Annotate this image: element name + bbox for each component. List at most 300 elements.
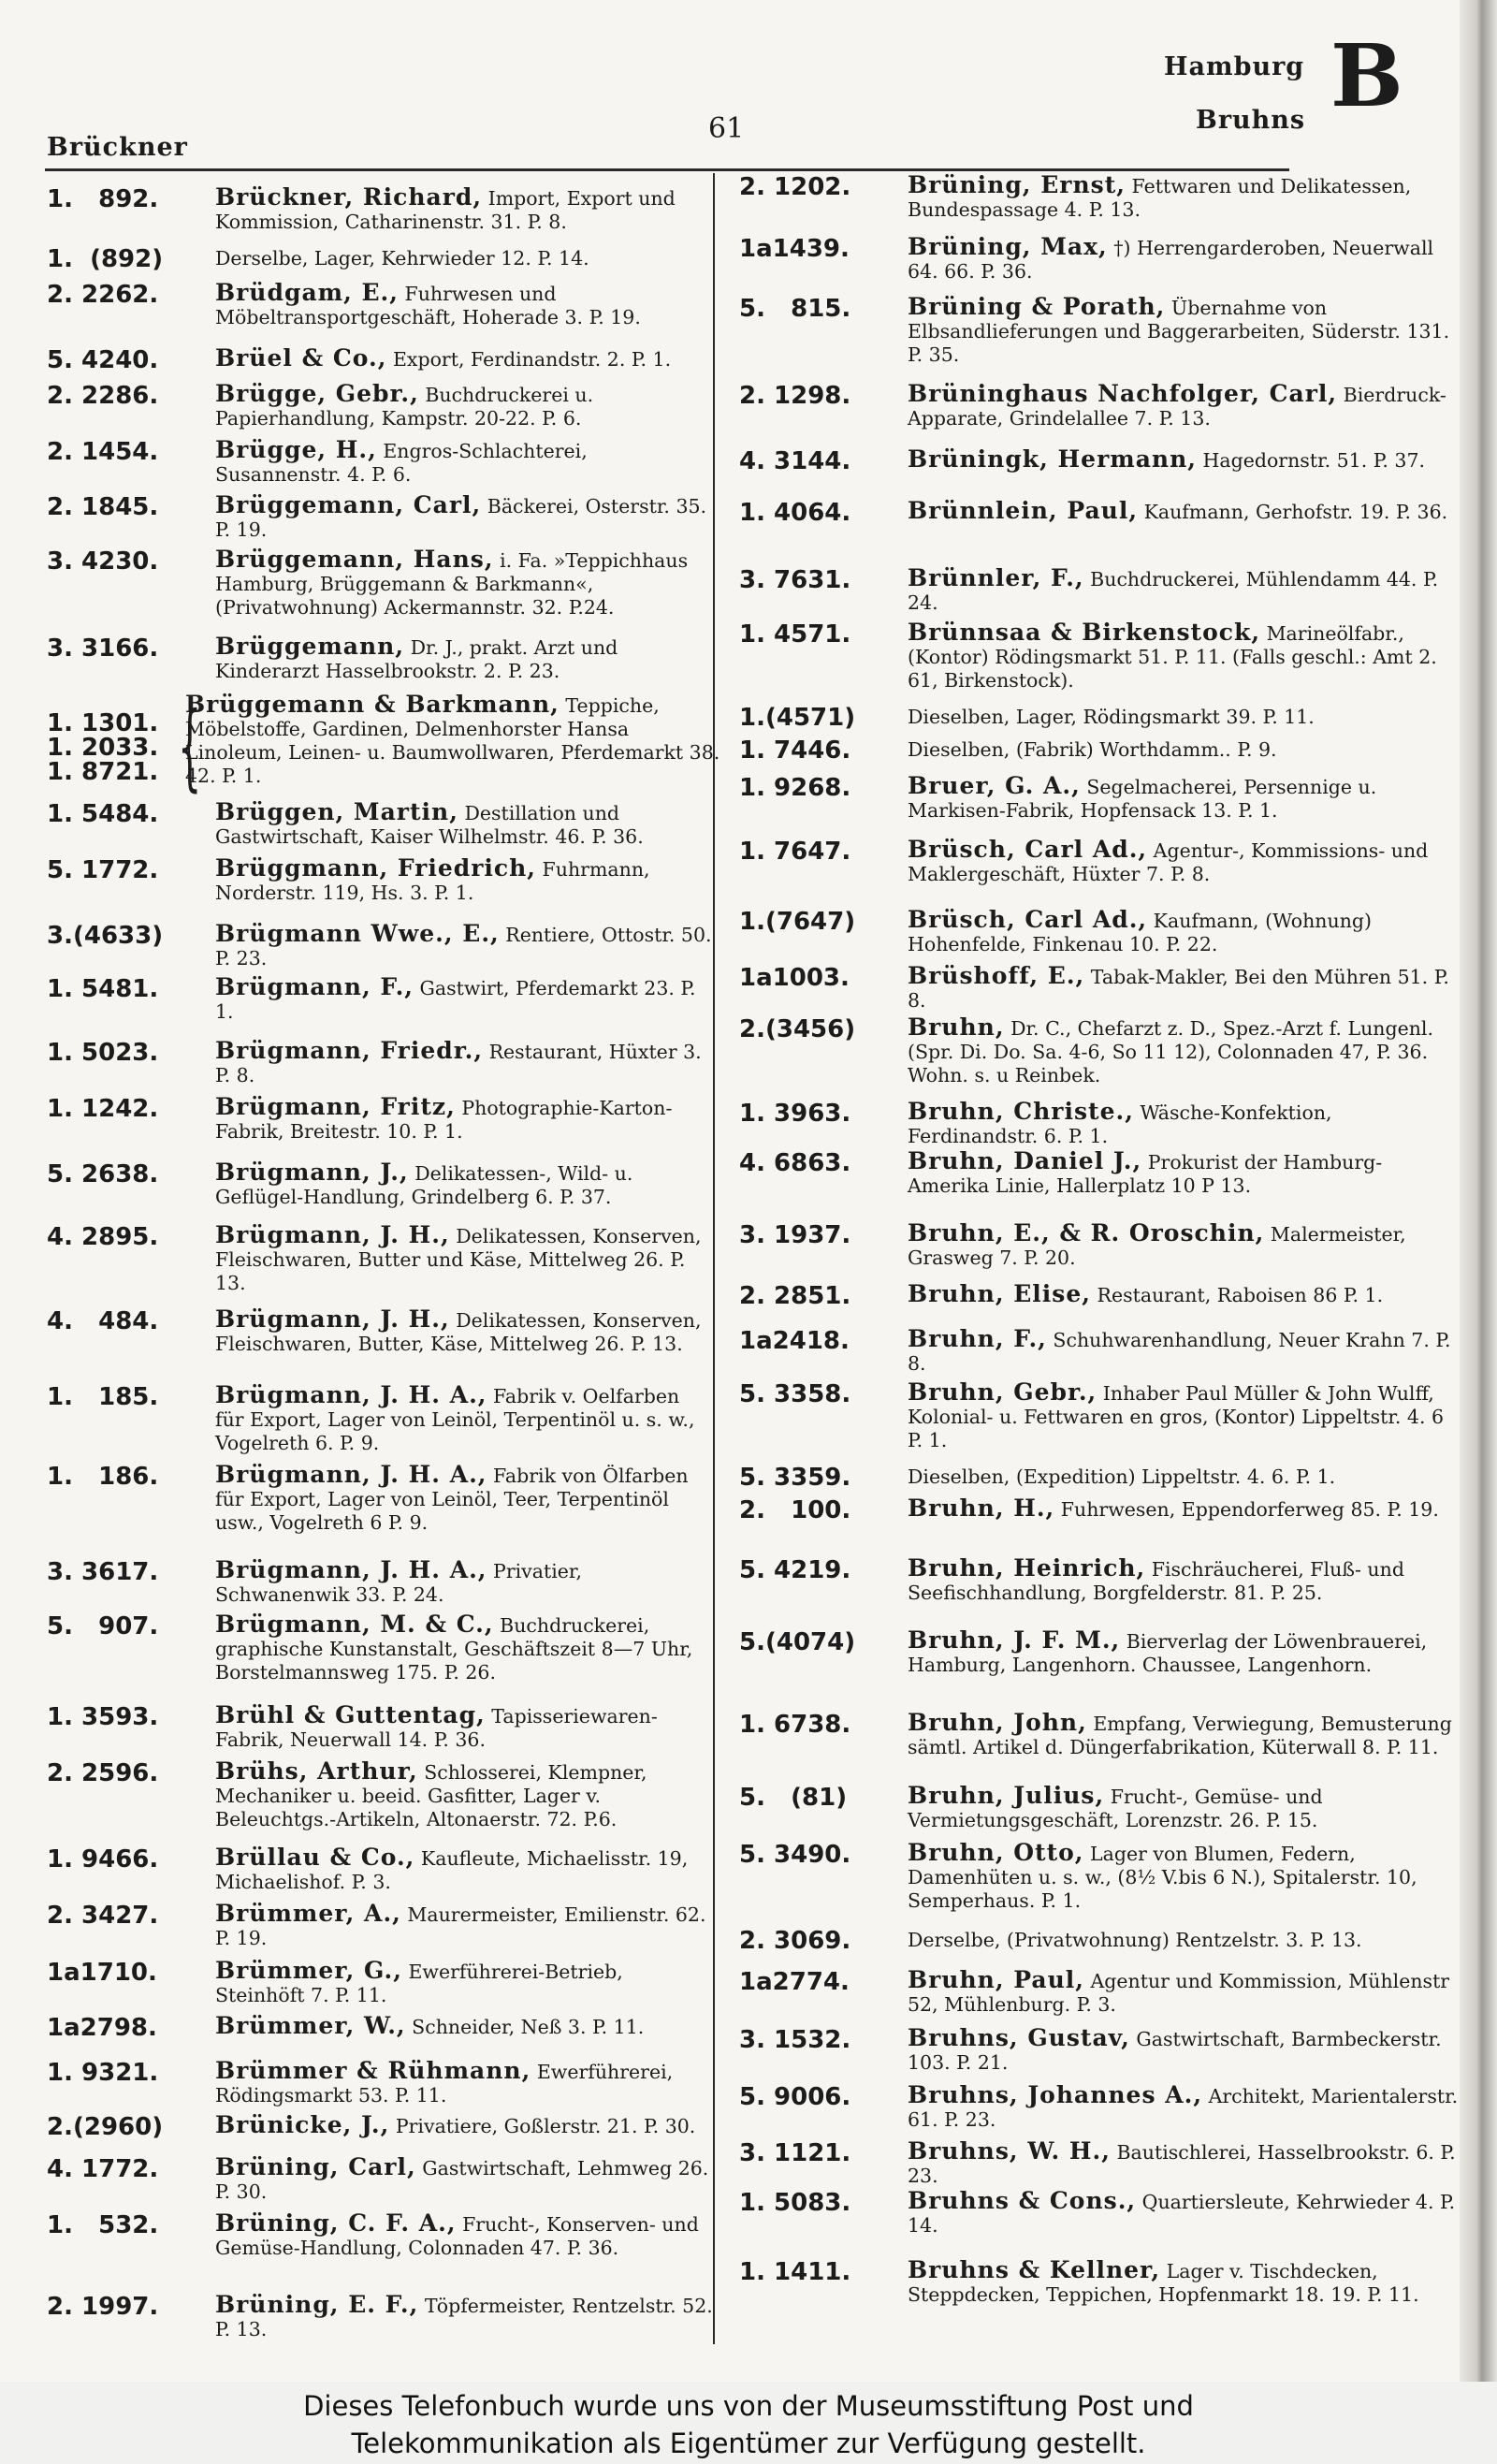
listing-entry [739, 620, 1460, 693]
listing-entry [739, 1784, 1460, 1832]
listing-body [908, 295, 1460, 367]
phone-number: 2. 3427. [47, 1902, 159, 1930]
listing-details: Agentur und Kommission, Mühlenstr 52, Mühlenburg. P. 3. [908, 1970, 1450, 2016]
listing-body [908, 704, 1460, 732]
listing-body [215, 1383, 713, 1455]
listing-details: Hagedornstr. 51. P. 37. [1202, 449, 1426, 472]
listing-name: Brüggemann, [215, 633, 405, 660]
phone-number: 5. 4240. [47, 346, 159, 374]
listing-body [215, 185, 713, 234]
listing-name: Brümmer & Rühmann, [215, 2057, 531, 2084]
group-phone-number: 1. 1301. [47, 709, 159, 737]
phone-number: 2. 1845. [47, 493, 159, 521]
phone-number: 1. (892) [47, 245, 164, 273]
listing-entry [47, 547, 713, 620]
listing-name: Bruhn, E., & R. Oroschin, [908, 1219, 1265, 1247]
listing-details: Fuhrwesen und Möbeltransportgeschäft, Hoherade 3. P. 19. [215, 283, 641, 328]
listing-name: Bruhns & Cons., [908, 2187, 1137, 2214]
phone-number: 1a1439. [739, 235, 850, 263]
listing-details: Dr. J., prakt. Arzt und Kinderarzt Hasselbrookstr. 2. P. 23. [215, 636, 618, 682]
listing-entry [739, 173, 1460, 222]
phone-number: 2. 2262. [47, 281, 159, 309]
listing-body [215, 1612, 713, 1684]
listing-entry [47, 2059, 713, 2107]
listing-entry [739, 964, 1460, 1013]
listing-entry [739, 774, 1460, 823]
listing-details: Architekt, Marientalerstr. 61. P. 23. [908, 2085, 1459, 2131]
listing-body [908, 908, 1460, 956]
listing-body [215, 1845, 713, 1894]
listing-body [215, 2155, 713, 2204]
page-number: 61 [708, 112, 745, 145]
phone-number: 4. 2895. [47, 1223, 159, 1251]
listing-body [215, 245, 713, 273]
listing-entry [739, 1015, 1460, 1087]
listing-name: Brügmann, J. H. A., [215, 1461, 487, 1488]
listing-body [908, 1841, 1460, 1913]
listing-entry [739, 1927, 1460, 1955]
listing-details: Privatiere, Goßlerstr. 21. P. 30. [395, 2115, 696, 2137]
phone-number: 1.(4571) [739, 704, 856, 732]
listing-body [908, 1100, 1460, 1148]
listing-entry [739, 2026, 1460, 2075]
phone-number: 1. 7446. [739, 736, 851, 765]
listing-entry [739, 1711, 1460, 1759]
listing-details: Fuhrwesen, Eppendorferweg 85. P. 19. [1060, 1498, 1439, 1521]
listing-name: Brümmer, W., [215, 2012, 406, 2039]
phone-number: 5. 1772. [47, 856, 159, 884]
listing-body [215, 1039, 713, 1087]
listing-name: Brühs, Arthur, [215, 1757, 418, 1785]
listing-entry [47, 2113, 713, 2141]
listing-entry [739, 1100, 1460, 1148]
listing-name: Bruhn, Heinrich, [908, 1554, 1146, 1582]
listing-entry [47, 438, 713, 487]
listing-body [908, 1221, 1460, 1270]
listing-details: Gastwirtschaft, Lehmweg 26. P. 30. [215, 2157, 709, 2203]
phone-number: 2. 3069. [739, 1927, 851, 1955]
phone-number: 2. 1298. [739, 382, 851, 410]
listing-body [908, 736, 1460, 765]
phone-number: 1. 7647. [739, 838, 851, 866]
listing-body [215, 2059, 713, 2107]
listing-details: Bierdruck-Apparate, Grindelallee 7. P. 13. [908, 384, 1446, 430]
phone-number: 4. 3144. [739, 447, 851, 475]
listing-entry [47, 1703, 713, 1752]
listing-body [215, 438, 713, 487]
listing-details: Dr. C., Chefarzt z. D., Spez.-Arzt f. Lungenl. (Spr. Di. Do. Sa. 4-6, So 11 12), Colonnaden 47, P. 36. Wohn. s. u Reinbek. [908, 1017, 1434, 1086]
listing-details: Schlosserei, Klempner, Mechaniker u. beeid. Gasfitter, Lager v. Beleuchtgs.-Artikeln, Altonaerstr. 72. P.6. [215, 1761, 647, 1830]
listing-name: Brühl & Guttentag, [215, 1701, 486, 1728]
phone-number: 1. 4064. [739, 499, 851, 527]
phone-number: 3. 1937. [739, 1221, 851, 1249]
listing-name: Bruhn, Julius, [908, 1782, 1105, 1809]
listing-body [908, 1282, 1460, 1310]
listing-body [908, 1015, 1460, 1087]
listing-body [215, 2014, 713, 2042]
listing-details: Restaurant, Hüxter 3. P. 8. [215, 1041, 702, 1086]
phone-number: 4. 6863. [739, 1149, 851, 1177]
listing-details: Frucht-, Konserven- und Gemüse-Handlung, Colonnaden 47. P. 36. [215, 2213, 699, 2259]
listing-name: Bruhn, J. F. M., [908, 1626, 1121, 1654]
listing-name: Bruhns & Kellner, [908, 2256, 1161, 2283]
listing-name: Brückner, Richard, [215, 183, 483, 211]
phone-number: 1. 1242. [47, 1095, 159, 1123]
phone-number: 1. 3963. [739, 1100, 851, 1128]
phone-number: 1a2798. [47, 2014, 157, 2042]
listing-entry [739, 566, 1460, 615]
listing-details: Ewerführerei-Betrieb, Steinhöft 7. P. 11. [215, 1961, 623, 2006]
listing-details: Kaufmann, (Wohnung) Hohenfelde, Finkenau 10. P. 22. [908, 910, 1373, 955]
listing-entry [47, 382, 713, 430]
listing-body [215, 281, 713, 329]
listing-details: Bäckerei, Osterstr. 35. P. 19. [215, 495, 707, 541]
listing-name: Bruhn, Elise, [908, 1280, 1091, 1307]
group-phone-number: 1. 2033. [47, 734, 159, 762]
listing-entry [47, 800, 713, 849]
phone-number: 4. 484. [47, 1307, 159, 1335]
listing-entry [739, 2139, 1460, 2188]
phone-number: 1a1003. [739, 964, 850, 992]
listing-name: Brüning, Max, [908, 233, 1108, 260]
phone-number: 3. 3166. [47, 634, 159, 663]
listing-body [215, 382, 713, 430]
listing-body [215, 1223, 713, 1295]
listing-entry [47, 1383, 713, 1455]
phone-number: 2.(3456) [739, 1015, 856, 1043]
listing-details: Lager von Blumen, Federn, Damenhüten u. s. w., (8½ V.bis 6 N.), Spitalerstr. 10, Semperhaus. P. 1. [908, 1843, 1417, 1912]
listing-body [908, 1380, 1460, 1452]
listing-details: Bautischlerei, Hasselbrookstr. 6. P. 23. [908, 2141, 1456, 2187]
listing-entry [739, 1968, 1460, 2017]
listing-name: Bruhn, [908, 1013, 1005, 1041]
listing-details: Import, Export und Kommission, Catharinenstr. 31. P. 8. [215, 187, 676, 233]
listing-entry [739, 736, 1460, 765]
listing-name: Brüning, Carl, [215, 2153, 416, 2180]
listing-details: Kaufmann, Gerhofstr. 19. P. 36. [1143, 501, 1448, 523]
phone-number: 1. 185. [47, 1383, 159, 1411]
listing-details: Malermeister, Grasweg 7. P. 20. [908, 1223, 1406, 1269]
listing-details: Tabak-Makler, Bei den Mühren 51. P. 8. [908, 966, 1449, 1012]
listing-details: Kaufleute, Michaelisstr. 19, Michaelishof. P. 3. [215, 1847, 689, 1893]
listing-entry [47, 2293, 713, 2341]
listing-details: Übernahme von Elbsandlieferungen und Baggerarbeiten, Süderstr. 131. P. 35. [908, 297, 1450, 366]
listing-details: †) Herrengarderoben, Neuerwall 64. 66. P. 36. [908, 237, 1434, 283]
phone-number: 5. 9006. [739, 2083, 851, 2111]
phone-number: 5. (81) [739, 1784, 848, 1812]
phone-number: 5. 4219. [739, 1556, 851, 1584]
listing-entry [47, 856, 713, 905]
listing-details: Agentur-, Kommissions- und Maklergeschäft, Hüxter 7. P. 8. [908, 839, 1429, 885]
listing-details: Delikatessen-, Wild- u. Geflügel-Handlung, Grindelberg 6. P. 37. [215, 1162, 633, 1208]
listing-name: Bruhn, Otto, [908, 1839, 1084, 1866]
listing-name: Brügmann, Fritz, [215, 1093, 456, 1120]
listing-entry [47, 1095, 713, 1144]
phone-number: 3.(4633) [47, 922, 164, 950]
listing-details: Quartiersleute, Kehrwieder 4. P. 14. [908, 2191, 1456, 2237]
listing-name: Bruer, G. A., [908, 772, 1081, 799]
listing-body [215, 1307, 713, 1356]
listing-name: Brüllau & Co., [215, 1844, 415, 1871]
phone-number: 2. 2286. [47, 382, 159, 410]
header-right-keyword: Bruhns [1196, 106, 1306, 135]
group-phone-number: 1. 8721. [47, 758, 159, 786]
listing-entry [739, 1221, 1460, 1270]
listing-entry [47, 245, 713, 273]
listing-body [908, 499, 1460, 527]
phone-number: 1. 9466. [47, 1845, 159, 1874]
listing-entry [739, 1282, 1460, 1310]
listing-details: Buchdruckerei, Mühlendamm 44. P. 24. [908, 568, 1439, 614]
group-listing [185, 693, 723, 788]
listing-body [908, 838, 1460, 886]
phone-number: 1. 9268. [739, 774, 851, 802]
phone-number: 1. 5083. [739, 2189, 851, 2217]
listing-entry [739, 704, 1460, 732]
listing-body [908, 2189, 1460, 2238]
listing-entry [47, 922, 713, 970]
phone-number: 1. 4571. [739, 620, 851, 649]
phone-number: 5. 3490. [739, 1841, 851, 1869]
listing-entry [47, 634, 713, 683]
listing-name: Brüel & Co., [215, 344, 387, 372]
listing-body [908, 382, 1460, 430]
phone-number: 5. 815. [739, 295, 851, 323]
listing-entry [739, 1841, 1460, 1913]
phone-number: 2. 1454. [47, 438, 159, 466]
listing-details: Fischräucherei, Fluß- und Seefischhandlung, Borgfelderstr. 81. P. 25. [908, 1558, 1404, 1604]
phone-number: 1. 9321. [47, 2059, 159, 2087]
header-city: Hamburg [1164, 52, 1305, 81]
listing-body [908, 1711, 1460, 1759]
phone-number: 5. 3358. [739, 1380, 851, 1408]
listing-entry [739, 2083, 1460, 2132]
listing-name: Brügge, Gebr., [215, 380, 419, 407]
listing-body [215, 634, 713, 683]
listing-body [908, 774, 1460, 823]
listing-details: Dieselben, Lager, Rödingsmarkt 39. P. 11. [908, 706, 1315, 728]
phone-number: 4. 1772. [47, 2155, 159, 2183]
listing-entry [739, 1464, 1460, 1492]
listing-name: Brügmann, J., [215, 1159, 409, 1186]
listing-name: Brügmann, J. H. A., [215, 1381, 487, 1408]
phone-number: 2.(2960) [47, 2113, 164, 2141]
listing-entry [47, 185, 713, 234]
listing-entry [739, 1496, 1460, 1524]
listing-name: Brünnler, F., [908, 564, 1084, 591]
listing-name: Brüggemann & Barkmann, [185, 691, 560, 718]
listing-entry [739, 838, 1460, 886]
phone-number: 3. 3617. [47, 1558, 159, 1586]
listing-name: Bruhn, Christe., [908, 1098, 1134, 1125]
listing-body [215, 975, 713, 1024]
listing-entry [47, 1223, 713, 1295]
listing-details: Segelmacherei, Persennige u. Markisen-Fabrik, Hopfensack 13. P. 1. [908, 776, 1377, 822]
phone-number: 2. 2851. [739, 1282, 851, 1310]
phone-number: 1. 1411. [739, 2258, 851, 2286]
group-phone-numbers [47, 711, 158, 784]
listing-body [908, 173, 1460, 222]
listing-name: Brümmer, A., [215, 1900, 401, 1927]
listing-name: Brüning, Ernst, [908, 171, 1126, 198]
listing-body [908, 2026, 1460, 2075]
listing-details: Delikatessen, Konserven, Fleischwaren, Butter, Käse, Mittelweg 26. P. 13. [215, 1309, 702, 1355]
listing-name: Brüggen, Martin, [215, 798, 458, 825]
phone-number: 1. 186. [47, 1463, 159, 1491]
listing-body [215, 1902, 713, 1950]
listing-body [908, 566, 1460, 615]
listing-details: Maurermeister, Emilienstr. 62. P. 19. [215, 1903, 706, 1949]
phone-number: 1a2418. [739, 1327, 850, 1355]
listing-name: Brüggemann, Hans, [215, 546, 494, 573]
footer-line: Dieses Telefonbuch wurde uns von der Museumsstiftung Post und [303, 2390, 1194, 2422]
listing-details: Marineölfabr., (Kontor) Rödingsmarkt 51. P. 11. (Falls geschl.: Amt 2. 61, Birkenstock). [908, 622, 1437, 692]
listing-details: i. Fa. »Teppichhaus Hamburg, Brüggemann & Barkmann«, (Privatwohnung) Ackermannstr. 32. P.24. [215, 549, 689, 619]
listing-name: Brümmer, G., [215, 1957, 402, 1984]
listing-body [215, 2113, 713, 2141]
listing-name: Bruhn, John, [908, 1709, 1087, 1736]
listing-details: Privatier, Schwanenwik 33. P. 24. [215, 1560, 582, 1606]
listing-entry [47, 1759, 713, 1831]
listing-body [908, 964, 1460, 1013]
listing-entry [739, 447, 1460, 475]
listing-details: Fabrik v. Oelfarben für Export, Lager von Leinöl, Terpentinöl u. s. w., Vogelreth 6. P. 9. [215, 1385, 695, 1454]
listing-body [908, 2258, 1460, 2307]
listing-body [215, 1095, 713, 1144]
listing-body [215, 547, 713, 620]
listing-name: Bruhns, Gustav, [908, 2024, 1130, 2051]
listing-details: Ewerführerei, Rödingsmarkt 53. P. 11. [215, 2061, 674, 2107]
listing-details: Lager v. Tischdecken, Steppdecken, Teppichen, Hopfenmarkt 18. 19. P. 11. [908, 2260, 1419, 2306]
listing-entry [739, 382, 1460, 430]
listing-details: Buchdruckerei u. Papierhandlung, Kampstr. 20-22. P. 6. [215, 384, 594, 430]
phone-number: 1. 892. [47, 185, 159, 213]
listing-name: Brüdgam, E., [215, 279, 399, 306]
listing-body [908, 2083, 1460, 2132]
phone-number: 3. 4230. [47, 547, 159, 576]
column-divider [713, 173, 715, 2344]
listing-body [215, 2211, 713, 2260]
listing-entry [739, 1149, 1460, 1198]
listing-entry [739, 1327, 1460, 1376]
listing-name: Brügmann, M. & C., [215, 1611, 494, 1638]
listing-details: Bierverlag der Löwenbrauerei, Hamburg, Langenhorn. Chaussee, Langenhorn. [908, 1630, 1428, 1676]
listing-details: Frucht-, Gemüse- und Vermietungsgeschäft, Lorenzstr. 26. P. 15. [908, 1786, 1323, 1831]
listing-entry [739, 499, 1460, 527]
phone-number: 1. 6738. [739, 1711, 851, 1739]
listing-body [908, 1784, 1460, 1832]
listing-name: Bruhn, Paul, [908, 1966, 1084, 1993]
listing-name: Brünnlein, Paul, [908, 497, 1139, 524]
listing-details: Inhaber Paul Müller & John Wulff, Kolonial- u. Fettwaren en gros, (Kontor) Lippeltstr. 4. 6 P. 1. [908, 1382, 1445, 1451]
listing-body [908, 1927, 1460, 1955]
phone-number: 5. 2638. [47, 1160, 159, 1188]
phone-number: 1. 3593. [47, 1703, 159, 1731]
phone-number: 1. 5481. [47, 975, 159, 1003]
listing-body [908, 1464, 1460, 1492]
listing-body [908, 1556, 1460, 1605]
listing-name: Brüning & Porath, [908, 293, 1166, 320]
listing-entry [47, 2155, 713, 2204]
listing-details: Teppiche, Möbelstoffe, Gardinen, Delmenhorster Hansa Linoleum, Leinen- u. Baumwollwaren, Pferdemarkt 38. 42. P. 1. [185, 694, 720, 787]
listing-name: Brünnsaa & Birkenstock, [908, 619, 1261, 646]
phone-number: 1. 5023. [47, 1039, 159, 1067]
listing-details: Fabrik von Ölfarben für Export, Lager von Leinöl, Teer, Terpentinöl usw., Vogelreth 6 P. 9. [215, 1465, 689, 1534]
listing-details: Gastwirtschaft, Barmbeckerstr. 103. P. 21. [908, 2028, 1442, 2074]
phone-number: 2. 100. [739, 1496, 851, 1524]
listing-details: Fuhrmann, Norderstr. 119, Hs. 3. P. 1. [215, 858, 650, 904]
listing-entry [47, 1959, 713, 2007]
listing-name: Brüshoff, E., [908, 962, 1085, 989]
listing-entry [739, 2258, 1460, 2307]
listing-body [215, 1703, 713, 1752]
listing-entry [47, 975, 713, 1024]
phone-number: 3. 1532. [739, 2026, 851, 2054]
listing-entry [739, 1380, 1460, 1452]
listing-entry [47, 1039, 713, 1087]
listing-body [215, 2293, 713, 2341]
phone-number: 2. 2596. [47, 1759, 159, 1787]
phone-number: 1. 5484. [47, 800, 159, 828]
listing-entry [47, 1902, 713, 1950]
phone-number: 5. 907. [47, 1612, 159, 1640]
listing-body [908, 235, 1460, 284]
listing-entry [739, 295, 1460, 367]
listing-details: Rentiere, Ottostr. 50. P. 23. [215, 924, 712, 970]
listing-details: Dieselben, (Fabrik) Worthdamm.. P. 9. [908, 738, 1277, 761]
listing-name: Bruhn, F., [908, 1325, 1047, 1352]
listing-body [908, 1968, 1460, 2017]
listing-details: Gastwirt, Pferdemarkt 23. P. 1. [215, 977, 696, 1023]
phone-number: 5. 3359. [739, 1464, 851, 1492]
listing-entry [47, 493, 713, 542]
listing-name: Brügmann, F., [215, 973, 414, 1000]
listing-body [908, 1628, 1460, 1677]
listing-name: Bruhns, W. H., [908, 2137, 1111, 2165]
listing-name: Bruhn, H., [908, 1494, 1055, 1522]
listing-details: Fettwaren und Delikatessen, Bundespassage 4. P. 13. [908, 175, 1412, 221]
footer-notice [0, 2382, 1497, 2464]
footer-line: Telekommunikation als Eigentümer zur Verfügung gestellt. [351, 2428, 1146, 2459]
listing-body [908, 1327, 1460, 1376]
listing-name: Brügmann, J. H., [215, 1305, 450, 1333]
listing-entry [47, 1463, 713, 1535]
listing-details: Schuhwarenhandlung, Neuer Krahn 7. P. 8. [908, 1329, 1451, 1375]
listing-details: Photographie-Karton-Fabrik, Breitestr. 10. P. 1. [215, 1097, 673, 1143]
listing-details: Derselbe, (Privatwohnung) Rentzelstr. 3. P. 13. [908, 1929, 1362, 1951]
listing-details: Destillation und Gastwirtschaft, Kaiser Wilhelmstr. 46. P. 36. [215, 802, 644, 848]
listing-entry [47, 2014, 713, 2042]
listing-body [908, 1496, 1460, 1524]
listing-details: Empfang, Verwiegung, Bemusterung sämtl. Artikel d. Düngerfabrikation, Küterwall 8. P. 11. [908, 1713, 1452, 1758]
listing-entry [739, 235, 1460, 284]
listing-entry [47, 1558, 713, 1607]
listing-details: Wäsche-Konfektion, Ferdinandstr. 6. P. 1. [908, 1101, 1332, 1147]
listing-body [908, 447, 1460, 475]
listing-entry [739, 1628, 1460, 1677]
listing-body [215, 1463, 713, 1535]
listing-details: Dieselben, (Expedition) Lippeltstr. 4. 6. P. 1. [908, 1465, 1336, 1488]
header-letter: B [1330, 25, 1403, 126]
header-left-keyword: Brückner [47, 133, 188, 162]
listing-details: Delikatessen, Konserven, Fleischwaren, Butter und Käse, Mittelweg 26. P. 13. [215, 1225, 702, 1294]
listing-entry [47, 1612, 713, 1684]
listing-name: Brüning, E. F., [215, 2291, 419, 2318]
page-edge [1460, 0, 1497, 2382]
listing-name: Brüningk, Hermann, [908, 445, 1197, 473]
listing-body [908, 1149, 1460, 1198]
listing-name: Brügge, H., [215, 436, 377, 463]
